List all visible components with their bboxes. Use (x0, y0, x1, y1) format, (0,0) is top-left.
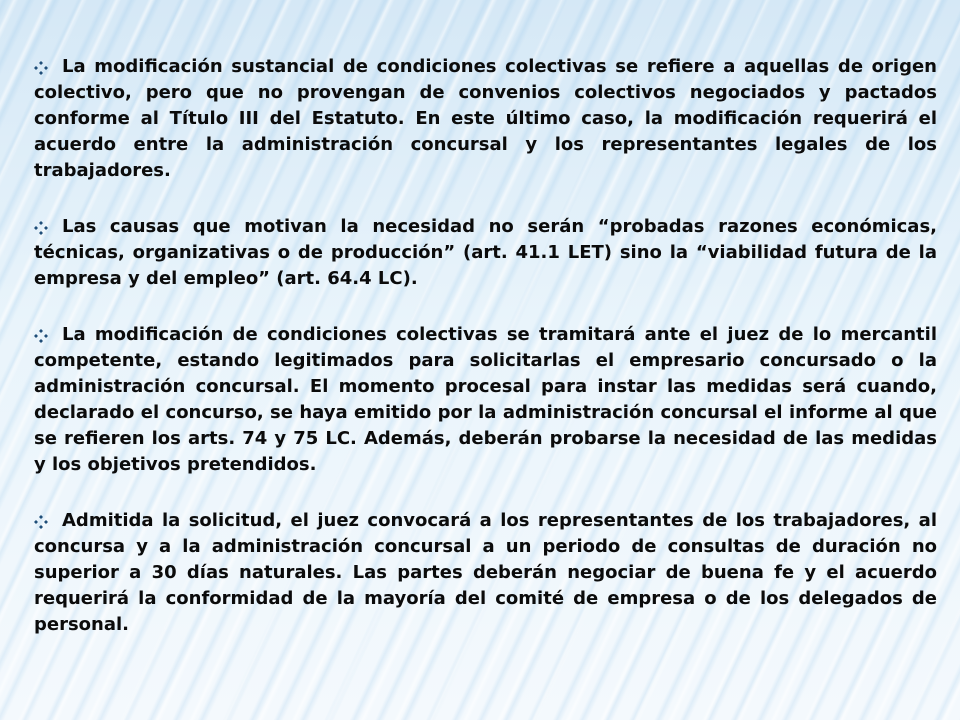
diamond-bullet-icon (34, 329, 48, 343)
bullet-paragraph-4 (34, 508, 937, 638)
diamond-bullet-icon (34, 61, 48, 75)
paragraph-text: La modificación sustancial de condiciones colectivas se refiere a aquellas de origen colectivo, pero que no provengan de convenios colectivos negociados y pactados conforme al Título III del Estatuto. En este último caso, la modificación requerirá el acuerdo entre la administración concursal y los representantes legales de los trabajadores. (34, 56, 937, 181)
bullet-paragraph-1 (34, 54, 937, 184)
diamond-bullet-icon (34, 515, 48, 529)
diamond-bullet-icon (34, 221, 48, 235)
paragraph-text: Admitida la solicitud, el juez convocará a los representantes de los trabajadores, al concursa y a la administración concursal a un periodo de consultas de duración no superior a 30 días naturales. Las partes deberán negociar de buena fe y el acuerdo requerirá la conformidad de la mayoría del comité de empresa o de los delegados de personal. (34, 510, 937, 635)
paragraph-text: Las causas que motivan la necesidad no serán “probadas razones económicas, técnicas, organizativas o de producción” (art. 41.1 LET) sino la “viabilidad futura de la empresa y del empleo” (art. 64.4 LC). (34, 216, 937, 289)
bullet-paragraph-3 (34, 322, 937, 478)
slide-body (34, 54, 937, 668)
paragraph-text: La modificación de condiciones colectivas se tramitará ante el juez de lo mercantil competente, estando legitimados para solicitarlas el empresario concursado o la administración concursal. El momento procesal para instar las medidas será cuando, declarado el concurso, se haya emitido por la administración concursal el informe al que se refieren los arts. 74 y 75 LC. Además, deberán probarse la necesidad de las medidas y los objetivos pretendidos. (34, 324, 937, 475)
bullet-paragraph-2 (34, 214, 937, 292)
